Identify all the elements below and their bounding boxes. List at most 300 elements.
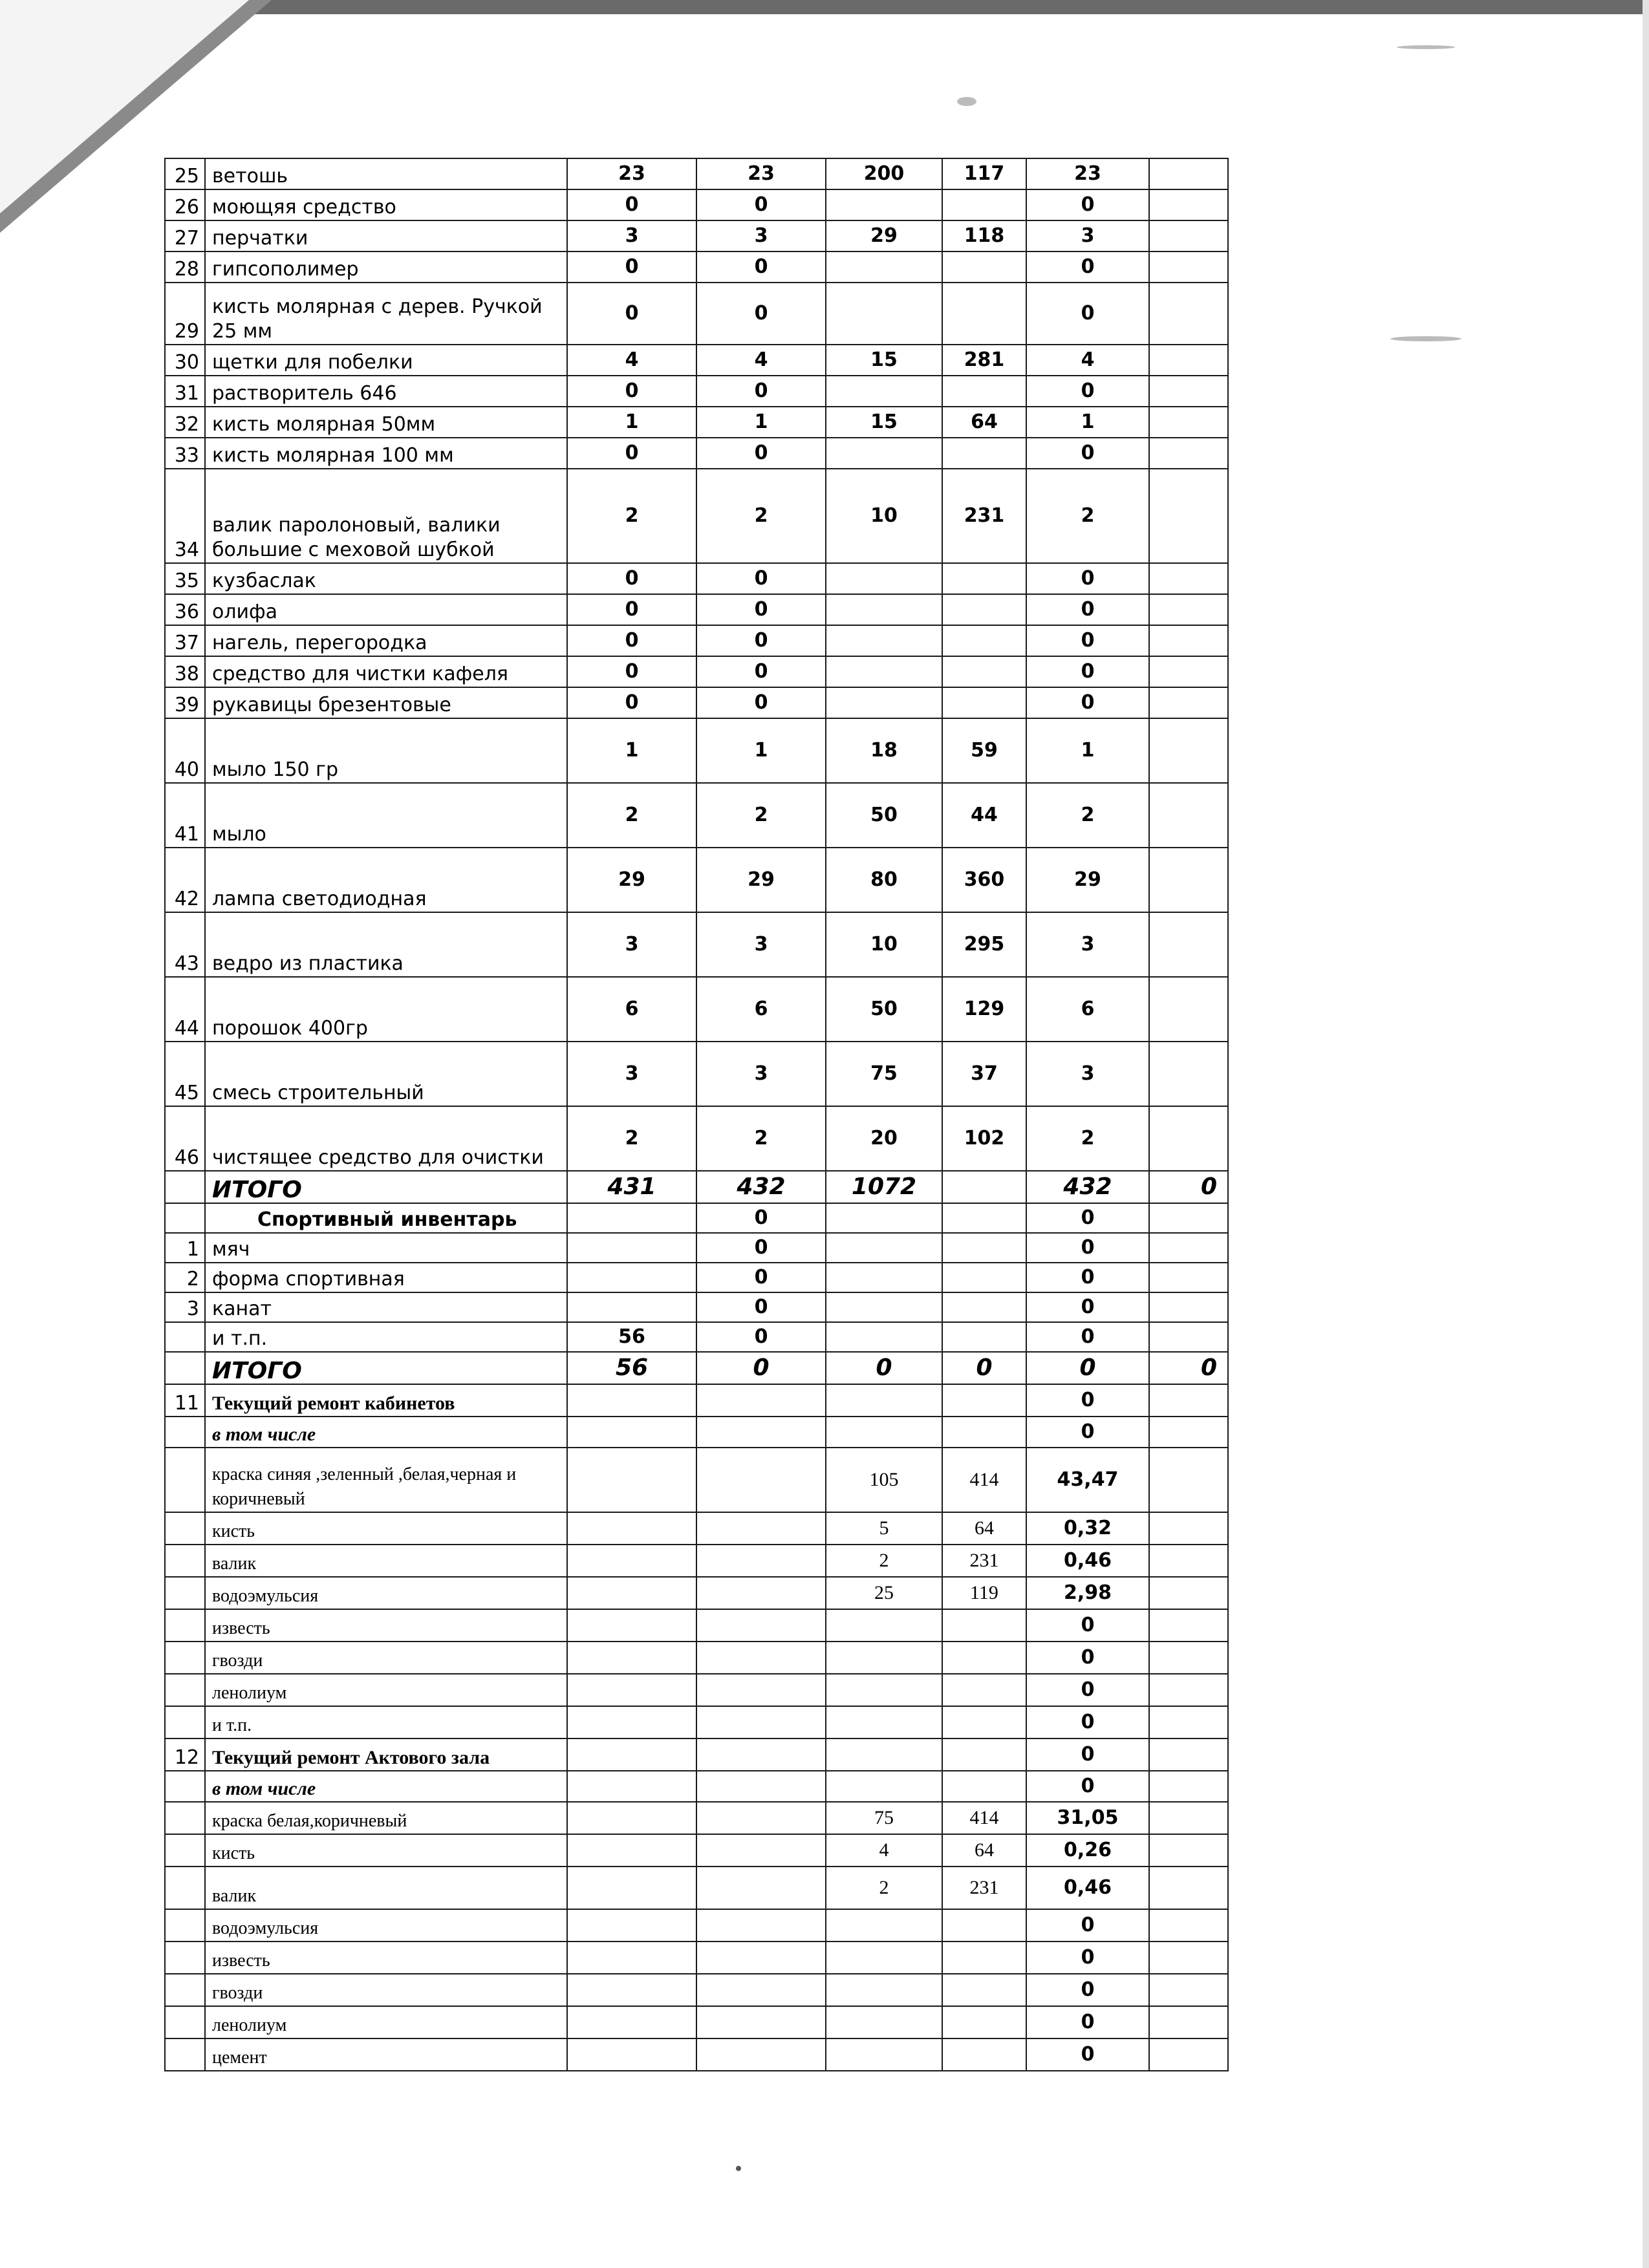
value-cell [1149,1292,1228,1322]
item-name: цемент [205,2038,567,2071]
value-cell: 3 [696,220,826,251]
value-cell [567,1642,696,1674]
value-cell: 231 [942,1545,1026,1577]
row-number [165,1512,205,1545]
value-cell: 0 [1026,625,1149,656]
value-cell: 23 [1026,158,1149,189]
value-cell [1149,1106,1228,1171]
value-cell [942,1322,1026,1352]
row-number [165,1974,205,2006]
row-number: 25 [165,158,205,189]
table-row [165,563,1228,594]
value-cell [826,189,942,220]
row-number: 39 [165,687,205,718]
value-cell: 2 [826,1867,942,1909]
value-cell [1149,1417,1228,1448]
value-cell: 200 [826,158,942,189]
row-number: 33 [165,438,205,469]
value-cell: 0 [567,376,696,407]
table-row [165,1834,1228,1867]
item-name: известь [205,1609,567,1642]
value-cell [567,1802,696,1834]
value-cell [1149,1674,1228,1706]
value-cell [567,1771,696,1802]
value-cell [1149,912,1228,977]
scan-speck [957,97,976,106]
row-number: 42 [165,848,205,912]
total-value: 1072 [826,1171,942,1203]
value-cell: 18 [826,718,942,783]
value-cell [942,283,1026,345]
value-cell [567,1909,696,1942]
table-row [165,2006,1228,2038]
table-row [165,438,1228,469]
value-cell [826,1609,942,1642]
value-cell [1149,1642,1228,1674]
row-number: 40 [165,718,205,783]
value-cell: 0 [696,1263,826,1292]
value-cell: 43,47 [1026,1448,1149,1512]
value-cell [826,1642,942,1674]
table-row [165,407,1228,438]
value-cell [1149,1706,1228,1738]
value-cell [1149,1545,1228,1577]
item-name: рукавицы брезентовые [205,687,567,718]
value-cell [696,1706,826,1738]
value-cell: 0 [567,656,696,687]
value-cell: 0 [1026,2006,1149,2038]
table-row [165,912,1228,977]
value-cell [696,1512,826,1545]
value-cell: 0 [1026,1233,1149,1263]
value-cell: 118 [942,220,1026,251]
table-row [165,1322,1228,1352]
value-cell: 0 [1026,1417,1149,1448]
value-cell [567,1609,696,1642]
value-cell: 0 [1026,1738,1149,1771]
value-cell [1149,407,1228,438]
value-cell: 29 [1026,848,1149,912]
section-title: Текущий ремонт кабинетов [205,1384,567,1417]
value-cell: 64 [942,1834,1026,1867]
value-cell [826,594,942,625]
value-cell: 105 [826,1448,942,1512]
value-cell: 23 [567,158,696,189]
scan-speck [1397,45,1455,49]
value-cell: 29 [696,848,826,912]
value-cell [696,1867,826,1909]
value-cell: 4 [1026,345,1149,376]
row-number [165,1802,205,1834]
value-cell [826,251,942,283]
value-cell: 1 [1026,407,1149,438]
item-name: кисть [205,1834,567,1867]
value-cell: 44 [942,783,1026,848]
value-cell: 0 [567,625,696,656]
total-value: 431 [567,1171,696,1203]
value-cell [1149,283,1228,345]
table-row [165,251,1228,283]
value-cell [567,1834,696,1867]
value-cell [1149,1609,1228,1642]
value-cell [826,625,942,656]
row-number [165,1171,205,1203]
value-cell: 37 [942,1042,1026,1106]
value-cell: 0 [1026,1706,1149,1738]
table-row [165,1512,1228,1545]
table-row [165,1263,1228,1292]
row-number [165,2006,205,2038]
value-cell: 0 [1026,1322,1149,1352]
value-cell [567,1263,696,1292]
value-cell [567,1448,696,1512]
subsection-title: в том числе [205,1417,567,1448]
value-cell [1149,1834,1228,1867]
value-cell: 0 [1026,1674,1149,1706]
value-cell [942,1942,1026,1974]
subsection-title: в том числе [205,1771,567,1802]
item-name: кисть молярная 50мм [205,407,567,438]
total-value: 432 [696,1171,826,1203]
table-row [165,1942,1228,1974]
value-cell [826,1909,942,1942]
materials-table [164,158,1229,2071]
value-cell [1149,1322,1228,1352]
value-cell [942,1642,1026,1674]
row-number: 28 [165,251,205,283]
row-number [165,1545,205,1577]
total-value: 0 [1026,1352,1149,1384]
table-row [165,1545,1228,1577]
value-cell [696,1545,826,1577]
value-cell [942,1674,1026,1706]
total-label: ИТОГО [205,1171,567,1203]
item-name: ветошь [205,158,567,189]
item-name: порошок 400гр [205,977,567,1042]
row-number: 36 [165,594,205,625]
row-number [165,1706,205,1738]
row-number: 34 [165,469,205,563]
value-cell [696,1417,826,1448]
row-number: 38 [165,656,205,687]
value-cell [826,1942,942,1974]
value-cell: 0 [1026,376,1149,407]
row-number [165,1867,205,1909]
value-cell [567,1867,696,1909]
value-cell [1149,158,1228,189]
item-name: чистящее средство для очистки [205,1106,567,1171]
table-row [165,848,1228,912]
item-name: и т.п. [205,1706,567,1738]
row-number [165,2038,205,2071]
item-name: кисть [205,1512,567,1545]
value-cell [942,1384,1026,1417]
total-value: 0 [696,1352,826,1384]
value-cell: 0,32 [1026,1512,1149,1545]
value-cell: 0 [1026,2038,1149,2071]
row-number: 26 [165,189,205,220]
row-number [165,1609,205,1642]
value-cell [567,1974,696,2006]
value-cell: 0 [696,625,826,656]
value-cell: 102 [942,1106,1026,1171]
value-cell [826,1771,942,1802]
item-name: валик [205,1545,567,1577]
value-cell [567,1512,696,1545]
value-cell [1149,1042,1228,1106]
total-row [165,1352,1228,1384]
value-cell [1149,687,1228,718]
item-name: кисть молярная с дерев. Ручкой 25 мм [205,283,567,345]
value-cell [696,1384,826,1417]
value-cell: 2 [1026,783,1149,848]
scan-right-edge [1643,0,1649,2268]
value-cell: 1 [696,718,826,783]
total-value: 0 [942,1352,1026,1384]
value-cell [696,1802,826,1834]
value-cell [1149,376,1228,407]
value-cell [567,1384,696,1417]
table-row [165,1577,1228,1609]
value-cell [567,1942,696,1974]
value-cell [1149,2038,1228,2071]
table-row [165,2038,1228,2071]
value-cell [1149,1867,1228,1909]
value-cell: 0 [696,1322,826,1352]
value-cell: 0 [567,563,696,594]
row-number [165,1577,205,1609]
materials-table-body [165,158,1228,2071]
value-cell: 29 [826,220,942,251]
value-cell [696,1609,826,1642]
value-cell [826,2038,942,2071]
row-number [165,1417,205,1448]
value-cell [696,1771,826,1802]
value-cell [1149,251,1228,283]
value-cell: 0 [1026,1203,1149,1233]
value-cell: 0 [696,1292,826,1322]
item-name: средство для чистки кафеля [205,656,567,687]
table-row [165,1867,1228,1909]
table-row [165,1674,1228,1706]
value-cell [567,1738,696,1771]
value-cell: 129 [942,977,1026,1042]
value-cell: 231 [942,469,1026,563]
value-cell [826,1706,942,1738]
value-cell [1149,469,1228,563]
row-number: 43 [165,912,205,977]
value-cell [942,687,1026,718]
value-cell: 59 [942,718,1026,783]
value-cell [696,1642,826,1674]
total-label: ИТОГО [205,1352,567,1384]
value-cell: 0 [696,376,826,407]
value-cell: 3 [1026,912,1149,977]
value-cell [1149,1577,1228,1609]
value-cell: 75 [826,1042,942,1106]
total-value: 0 [1149,1352,1228,1384]
value-cell [1149,718,1228,783]
item-name: валик [205,1867,567,1909]
value-cell [942,625,1026,656]
value-cell: 0 [1026,594,1149,625]
value-cell: 2 [567,469,696,563]
value-cell: 2 [1026,1106,1149,1171]
row-number: 2 [165,1263,205,1292]
row-number: 11 [165,1384,205,1417]
row-number: 32 [165,407,205,438]
row-number: 1 [165,1233,205,1263]
value-cell [826,376,942,407]
value-cell [1149,345,1228,376]
value-cell: 0,46 [1026,1867,1149,1909]
value-cell: 2 [696,1106,826,1171]
table-row [165,1642,1228,1674]
value-cell [942,438,1026,469]
value-cell: 2 [826,1545,942,1577]
value-cell [826,1233,942,1263]
value-cell [942,1203,1026,1233]
value-cell: 0 [1026,687,1149,718]
value-cell: 1 [1026,718,1149,783]
value-cell: 119 [942,1577,1026,1609]
table-row [165,283,1228,345]
value-cell: 0 [696,189,826,220]
value-cell [826,438,942,469]
item-name: перчатки [205,220,567,251]
value-cell: 281 [942,345,1026,376]
item-name: водоэмульсия [205,1909,567,1942]
total-value: 56 [567,1352,696,1384]
value-cell [1149,189,1228,220]
row-number: 3 [165,1292,205,1322]
value-cell: 20 [826,1106,942,1171]
row-number [165,1203,205,1233]
value-cell [826,1203,942,1233]
row-number: 35 [165,563,205,594]
item-name: валик паролоновый, валики большие с меховой шубкой [205,469,567,563]
value-cell: 0 [1026,189,1149,220]
table-row [165,189,1228,220]
item-name: ленолиум [205,1674,567,1706]
section-title: Текущий ремонт Актового зала [205,1738,567,1771]
value-cell [1149,1233,1228,1263]
table-row [165,220,1228,251]
row-number [165,1352,205,1384]
value-cell: 0 [696,1203,826,1233]
value-cell [1149,783,1228,848]
value-cell [696,1942,826,1974]
row-number: 44 [165,977,205,1042]
value-cell: 6 [696,977,826,1042]
table-row [165,1909,1228,1942]
value-cell: 0 [567,189,696,220]
item-name: мыло 150 гр [205,718,567,783]
row-number: 29 [165,283,205,345]
value-cell [567,2038,696,2071]
value-cell: 23 [696,158,826,189]
value-cell [942,1233,1026,1263]
value-cell: 3 [696,912,826,977]
value-cell: 0 [1026,1609,1149,1642]
value-cell [826,687,942,718]
value-cell [942,656,1026,687]
row-number: 46 [165,1106,205,1171]
value-cell: 0 [567,283,696,345]
value-cell [826,1292,942,1322]
item-name: кисть молярная 100 мм [205,438,567,469]
value-cell: 15 [826,345,942,376]
subsection-row [165,1771,1228,1802]
value-cell [942,1263,1026,1292]
table-row [165,158,1228,189]
value-cell [942,2006,1026,2038]
value-cell: 15 [826,407,942,438]
value-cell: 0 [696,438,826,469]
table-row [165,1042,1228,1106]
value-cell: 0,46 [1026,1545,1149,1577]
table-row [165,1448,1228,1512]
value-cell: 31,05 [1026,1802,1149,1834]
total-value [942,1171,1026,1203]
value-cell: 2 [1026,469,1149,563]
row-number [165,1771,205,1802]
value-cell [1149,1909,1228,1942]
table-row [165,345,1228,376]
row-number: 12 [165,1738,205,1771]
value-cell: 25 [826,1577,942,1609]
value-cell: 0 [1026,563,1149,594]
value-cell: 6 [567,977,696,1042]
value-cell: 0,26 [1026,1834,1149,1867]
value-cell: 50 [826,783,942,848]
value-cell [567,1203,696,1233]
value-cell [696,1834,826,1867]
value-cell [942,376,1026,407]
table-row [165,656,1228,687]
value-cell [826,283,942,345]
value-cell: 3 [567,220,696,251]
value-cell: 3 [567,912,696,977]
value-cell [1149,1263,1228,1292]
value-cell: 3 [567,1042,696,1106]
table-row [165,1106,1228,1171]
table-row [165,718,1228,783]
value-cell [696,1738,826,1771]
item-name: растворитель 646 [205,376,567,407]
value-cell [942,1706,1026,1738]
value-cell [696,1974,826,2006]
value-cell [1149,1771,1228,1802]
item-name: смесь строительный [205,1042,567,1106]
table-row [165,625,1228,656]
value-cell: 5 [826,1512,942,1545]
total-value: 432 [1026,1171,1149,1203]
value-cell [942,1292,1026,1322]
value-cell: 0 [567,594,696,625]
value-cell: 2 [696,783,826,848]
item-name: кузбаслак [205,563,567,594]
value-cell: 29 [567,848,696,912]
value-cell [696,1577,826,1609]
value-cell: 4 [826,1834,942,1867]
total-value: 0 [826,1352,942,1384]
value-cell: 0 [1026,1942,1149,1974]
value-cell: 0 [1026,438,1149,469]
value-cell: 56 [567,1322,696,1352]
value-cell: 0 [696,656,826,687]
row-number: 30 [165,345,205,376]
